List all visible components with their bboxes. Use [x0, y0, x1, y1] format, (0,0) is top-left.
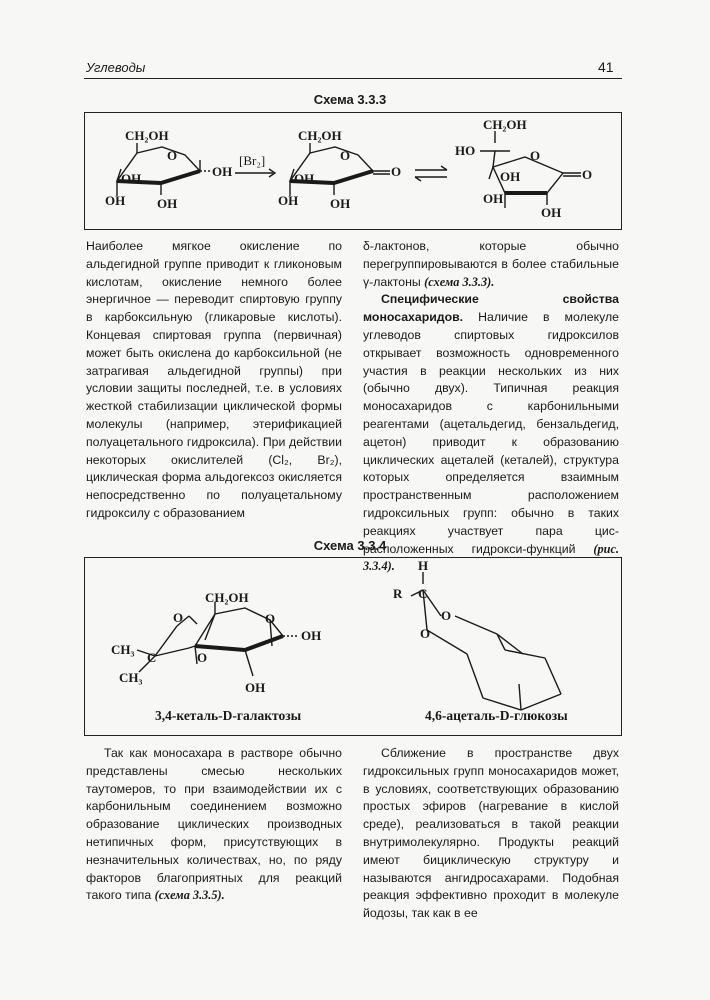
- ref-scheme-333: (схема 3.3.3).: [424, 274, 495, 289]
- mol3-ch2oh-label: CH₂OH: [483, 117, 527, 132]
- text-column-left-1: [86, 238, 342, 523]
- page-number: 41: [598, 59, 614, 75]
- paragraph-specific-properties: [363, 291, 619, 576]
- scheme-334-frame: [84, 557, 622, 736]
- acetal-r-label: R: [393, 586, 403, 601]
- text-column-left-2: [86, 745, 342, 905]
- ketal-c2-oh-label: OH: [245, 680, 266, 695]
- ketal-ch3-top-label: CH₃: [111, 642, 135, 657]
- mol2-ch2oh-label: CH₂OH: [298, 128, 342, 143]
- running-header: Углеводы: [86, 60, 146, 75]
- ketal-c-label: C: [147, 650, 157, 665]
- section-heading: Специфические свойства моносахаридов.: [363, 292, 619, 325]
- mol1-ring-o-label: O: [167, 148, 178, 163]
- ketal-o3-label: O: [173, 610, 184, 625]
- caption-galactose-ketal: 3,4-кеталь-D-галактозы: [155, 708, 302, 723]
- mol2-c4-oh-label: OH: [294, 171, 315, 186]
- mol2-ring-o-label: O: [340, 148, 351, 163]
- paragraph-lactones: [363, 238, 619, 291]
- mol2-c2-oh-label: OH: [330, 196, 351, 211]
- mol3-c2-oh-label: OH: [541, 205, 562, 220]
- ketal-ch2oh-label: CH₂OH: [205, 590, 249, 605]
- acetal-c-label: C: [418, 586, 428, 601]
- scheme-333-frame: [84, 112, 622, 230]
- scheme-333-title: Схема 3.3.3: [313, 92, 387, 107]
- acetal-o6-label: O: [441, 608, 452, 623]
- mol3-ring-o-label: O: [530, 148, 541, 163]
- mol3-ho-label: HO: [455, 143, 476, 158]
- ketal-ring-o-label: O: [265, 611, 276, 626]
- scheme-333-diagram: [85, 113, 623, 231]
- scheme-334-title: Схема 3.3.4: [313, 538, 387, 553]
- paragraph-tautomers-text: Так как моносахара в растворе обычно представлены смесью нескольких таутомеров, то при взаимодействии их с карбонильным соединением возможно образование циклических производных нетипичных форм, присутствующих в незначительных количествах, но, по ряду факторов благоприятных для реакций такого типа: [86, 746, 342, 903]
- acetal-o4-label: O: [420, 626, 431, 641]
- ketal-anomeric-oh-label: OH: [301, 628, 322, 643]
- ketal-o4-label: O: [197, 650, 208, 665]
- paragraph-lactones-text: δ-лактонов, которые обычно перегруппировываются в более стабильные γ-лактоны: [363, 239, 619, 289]
- text-column-right-1: [363, 238, 619, 576]
- acetal-h-label: H: [418, 558, 429, 573]
- mol3-c3b-oh-label: OH: [483, 191, 504, 206]
- paragraph-anhydrosugars: Сближение в пространстве двух гидроксильных групп моносахаридов может, в условиях, соответствующих образованию простых эфиров (нагревание в кислой среде), реализоваться в такой реакции внутримолекулярно. Продукты реакций имеют бициклическую структуру и называются ангидросахарами. Подобная реакция эффективно проходит в молекуле йодозы, так как в ее: [363, 746, 619, 921]
- mol2-carbonyl-o-label: O: [391, 164, 402, 179]
- mol1-c3-oh-label: OH: [105, 193, 126, 208]
- paragraph-specific-text: Наличие в молекуле углеводов спиртовых гидроксилов открывает возможность одновременного участия в реакции нескольких из них (обычно двух). Типичная реакция моносахаридов с карбонильными реагентами (ацетальдегид, бензальдегид, ацетон) приводит к образованию циклических ацеталей (кеталей), структура которых определяется взаимным пространственным расположением гидроксильных групп: обычно в таких реакциях участвует пара цис-расположенных гидрокси-функций: [363, 310, 619, 556]
- reagent-br2-label: [Br₂]: [239, 153, 266, 168]
- paragraph-tautomers: [86, 745, 342, 905]
- paragraph-oxidation: Наиболее мягкое окисление по альдегидной группе приводит к гликоновым кислотам, окисление немного более энергичное — переводит спиртовую группу в карбоксильную (гликаровые кислоты). Концевая спиртовая группа (первичная) может быть окислена до карбоксильной (не затрагивая альдегидной группы) при условии защиты последней, т.е. в условиях жесткой стабилизации циклической формы молекулы (например, этерификацией полуацетального гидроксила). При действии некоторых окислителей (Cl₂, Br₂), циклическая форма альдогексоз окисляется непосредственно по полуацетальному гидроксилу с образованием: [86, 239, 342, 520]
- ref-scheme-335: (схема 3.3.5).: [154, 888, 225, 903]
- ref-figure-334: (рис. 3.3.4).: [363, 541, 619, 574]
- mol1-anomeric-oh-label: OH: [212, 164, 233, 179]
- mol3-c3-oh-label: OH: [500, 169, 521, 184]
- mol3-carbonyl-o-label: O: [582, 167, 593, 182]
- caption-glucose-acetal: 4,6-ацеталь-D-глюкозы: [425, 708, 568, 723]
- scheme-334-diagram: [85, 558, 623, 737]
- mol1-c2-oh-label: OH: [157, 196, 178, 211]
- mol1-ch2oh-label: CH₂OH: [125, 128, 169, 143]
- ketal-ch3-bottom-label: CH₃: [119, 670, 143, 685]
- mol1-c4-oh-label: OH: [121, 171, 142, 186]
- header-rule: [84, 78, 622, 79]
- mol2-c3-oh-label: OH: [278, 193, 299, 208]
- text-column-right-2: [363, 745, 619, 923]
